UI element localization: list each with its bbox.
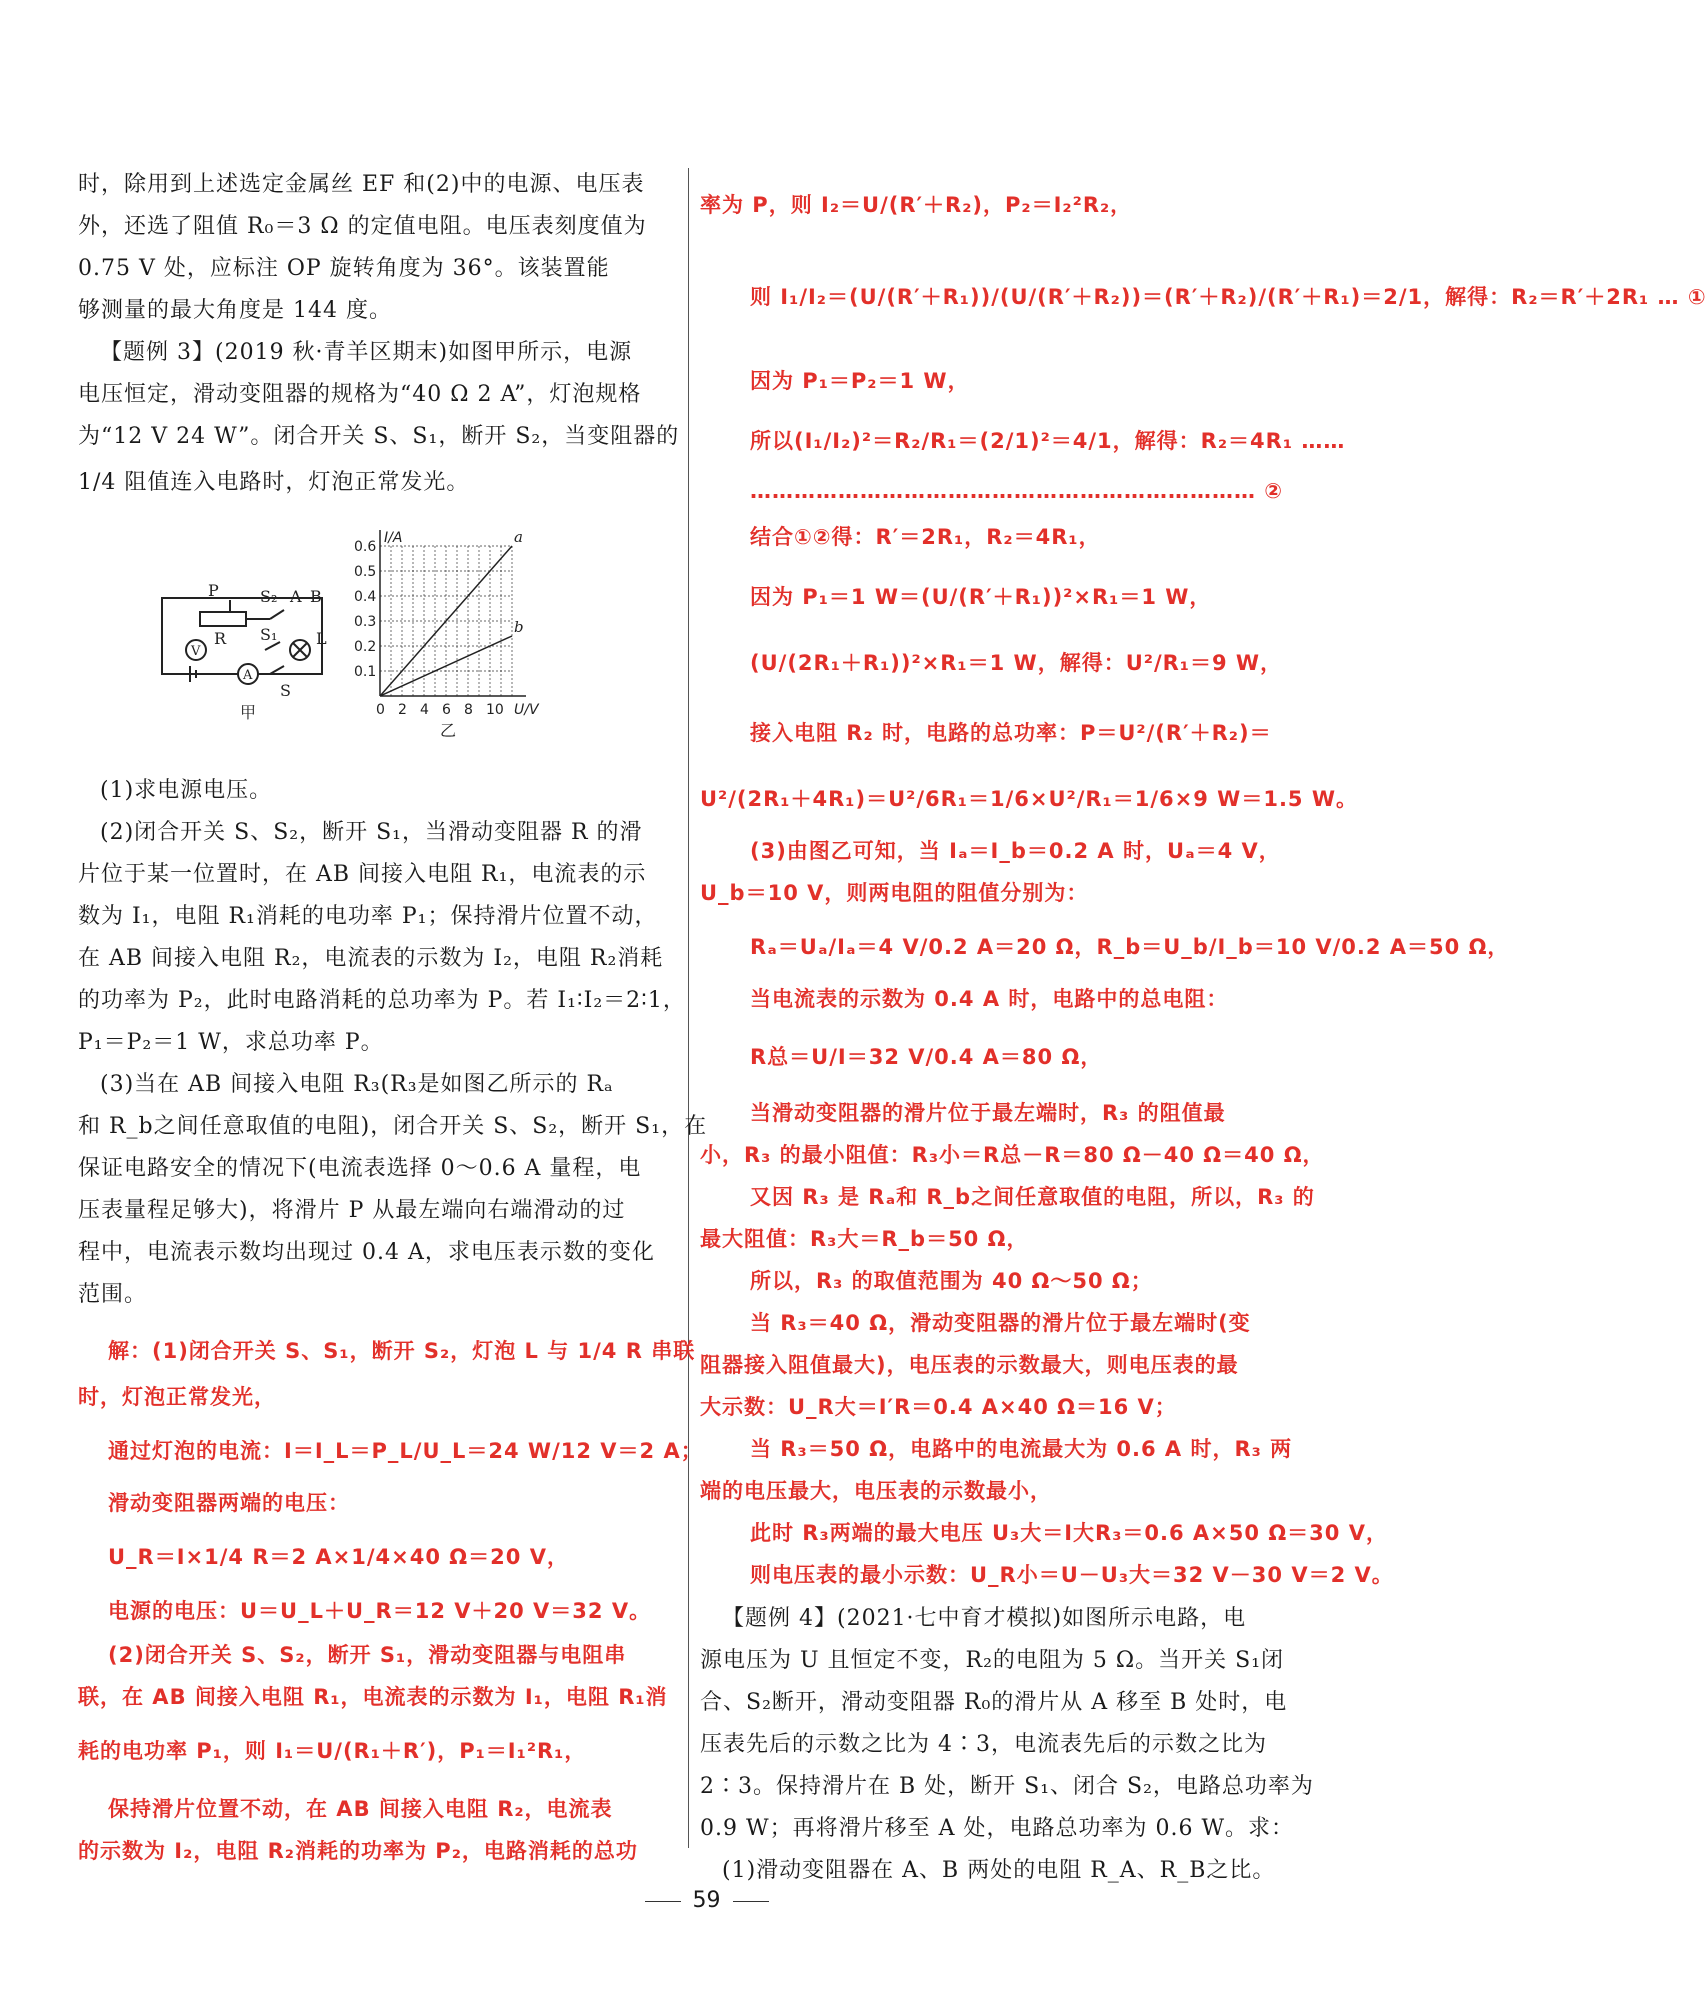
solution-line: 当 R₃＝40 Ω，滑动变阻器的滑片位于最左端时(变: [750, 1311, 1251, 1335]
text-line: 压表先后的示数之比为 4∶3，电流表先后的示数之比为: [700, 1732, 1267, 1757]
solution-line: 则电压表的最小示数：U_R小＝U－U₃大＝32 V－30 V＝2 V。: [750, 1563, 1394, 1587]
text-line: (3)当在 AB 间接入电阻 R₃(R₃是如图乙所示的 Rₐ: [100, 1072, 614, 1097]
x-tick-label: 0: [376, 702, 385, 718]
x-tick-label: 8: [464, 702, 473, 718]
text-line: 够测量的最大角度是 144 度。: [78, 298, 392, 323]
solution-line: 所以(I₁/I₂)²＝R₂/R₁＝(2/1)²＝4/1，解得：R₂＝4R₁ ……: [750, 429, 1346, 453]
y-tick-label: 0.5: [354, 564, 377, 580]
solution-line: U²/(2R₁＋4R₁)＝U²/6R₁＝1/6×U²/R₁＝1/6×9 W＝1.5 W。: [700, 787, 1359, 811]
solution-line: 率为 P，则 I₂＝U/(R′＋R₂)，P₂＝I₂²R₂，: [700, 193, 1133, 217]
solution-line: 此时 R₃两端的最大电压 U₃大＝I大R₃＝0.6 A×50 Ω＝30 V，: [750, 1521, 1388, 1545]
label-V: V: [191, 644, 201, 659]
chart-caption: 乙: [440, 721, 457, 740]
solution-line: 电源的电压：U＝U_L＋U_R＝12 V＋20 V＝32 V。: [108, 1599, 652, 1623]
label-L: L: [316, 629, 327, 648]
y-tick-label: 0.6: [354, 539, 377, 555]
text-line: 外，还选了阻值 R₀＝3 Ω 的定值电阻。电压表刻度值为: [78, 214, 647, 239]
label-P: P: [208, 581, 219, 600]
x-tick-label: 2: [398, 702, 407, 718]
solution-line: 所以，R₃ 的取值范围为 40 Ω～50 Ω；: [750, 1269, 1153, 1293]
text-line: 保证电路安全的情况下(电流表选择 0～0.6 A 量程，电: [78, 1156, 642, 1181]
series-label-b: b: [514, 618, 524, 636]
text-line: 电压恒定，滑动变阻器的规格为“40 Ω 2 A”，灯泡规格: [78, 382, 642, 407]
text-line: 和 R_b之间任意取值的电阻)，闭合开关 S、S₂，断开 S₁，在: [78, 1114, 708, 1139]
text-line: 数为 I₁，电阻 R₁消耗的电功率 P₁；保持滑片位置不动，: [78, 904, 658, 929]
solution-line: 当 R₃＝50 Ω，电路中的电流最大为 0.6 A 时，R₃ 两: [750, 1437, 1293, 1461]
x-axis-label: U/V: [514, 702, 539, 718]
series-label-a: a: [514, 528, 523, 546]
text-line: 0.75 V 处，应标注 OP 旋转角度为 36°。该装置能: [78, 256, 610, 281]
iu-chart: [354, 528, 540, 740]
text-line: (1)求电源电压。: [100, 778, 273, 803]
solution-line: 联，在 AB 间接入电阻 R₁，电流表的示数为 I₁，电阻 R₁消: [78, 1685, 668, 1709]
page-footer: [0, 1888, 1413, 1913]
text-line: (2)闭合开关 S、S₂，断开 S₁，当滑动变阻器 R 的滑: [100, 820, 643, 845]
x-tick-label: 6: [442, 702, 451, 718]
label-Am: A: [243, 668, 253, 683]
text-line: 片位于某一位置时，在 AB 间接入电阻 R₁，电流表的示: [78, 862, 647, 887]
label-S2: S₂: [260, 587, 278, 606]
solution-line: 小，R₃ 的最小阻值：R₃小＝R总－R＝80 Ω－40 Ω＝40 Ω，: [700, 1143, 1325, 1167]
text-line: 程中，电流表示数均出现过 0.4 A，求电压表示数的变化: [78, 1240, 655, 1265]
label-S: S: [280, 681, 291, 700]
page-number: 59: [692, 1888, 721, 1913]
text-line: 合、S₂断开，滑动变阻器 R₀的滑片从 A 移至 B 处时，电: [700, 1690, 1288, 1715]
caption-jia: 甲: [240, 703, 257, 722]
solution-line: 滑动变阻器两端的电压：: [108, 1491, 350, 1515]
solution-line: (2)闭合开关 S、S₂，断开 S₁，滑动变阻器与电阻串: [108, 1643, 627, 1667]
text-line: P₁＝P₂＝1 W，求总功率 P。: [78, 1030, 384, 1055]
x-tick-label: 4: [420, 702, 429, 718]
text-line: 时，除用到上述选定金属丝 EF 和(2)中的电源、电压表: [78, 172, 645, 197]
rheostat-symbol: [200, 612, 246, 626]
text-line: (1)滑动变阻器在 A、B 两处的电阻 R_A、R_B之比。: [722, 1858, 1276, 1883]
switch-s2: [270, 610, 284, 619]
solution-line: 耗的电功率 P₁，则 I₁＝U/(R₁＋R′)，P₁＝I₁²R₁，: [78, 1739, 587, 1763]
y-tick-label: 0.3: [354, 614, 377, 630]
solution-line: (3)由图乙可知，当 Iₐ＝I_b＝0.2 A 时，Uₐ＝4 V，: [750, 839, 1281, 863]
figure-area: [80, 520, 600, 760]
text-line: 在 AB 间接入电阻 R₂，电流表的示数为 I₂，电阻 R₂消耗: [78, 946, 664, 971]
solution-line: 最大阻值：R₃大＝R_b＝50 Ω，: [700, 1227, 1029, 1251]
solution-line: R总＝U/I＝32 V/0.4 A＝80 Ω，: [750, 1045, 1103, 1069]
solution-line: 时，灯泡正常发光，: [78, 1385, 276, 1409]
solution-line: 的示数为 I₂，电阻 R₂消耗的功率为 P₂，电路消耗的总功: [78, 1839, 638, 1863]
solution-line: 阻器接入阻值最大)，电压表的示数最大，则电压表的最: [700, 1353, 1239, 1377]
solution-line: 接入电阻 R₂ 时，电路的总功率：P＝U²/(R′＋R₂)＝: [750, 721, 1272, 745]
solution-line: …………………………………………………………… ②: [750, 479, 1284, 503]
footer-dash-left: [645, 1901, 681, 1902]
solution-line: 通过灯泡的电流：I＝I_L＝P_L/U_L＝24 W/12 V＝2 A；: [108, 1439, 703, 1463]
footer-dash-right: [733, 1901, 769, 1902]
solution-line: 解：(1)闭合开关 S、S₁，断开 S₂，灯泡 L 与 1/4 R 串联: [108, 1339, 696, 1363]
y-axis-label: I/A: [384, 530, 403, 546]
solution-line: U_R＝I×1/4 R＝2 A×1/4×40 Ω＝20 V，: [108, 1545, 569, 1569]
text-line: 2∶3。保持滑片在 B 处，断开 S₁、闭合 S₂，电路总功率为: [700, 1774, 1314, 1799]
text-line: 1/4 阻值连入电路时，灯泡正常发光。: [78, 470, 470, 495]
solution-line: 则 I₁/I₂＝(U/(R′＋R₁))/(U/(R′＋R₂))＝(R′＋R₂)/(R′＋R₁)＝2/1，解得：R₂＝R′＋2R₁ … ①: [750, 285, 1707, 309]
solution-line: 又因 R₃ 是 Rₐ和 R_b之间任意取值的电阻，所以，R₃ 的: [750, 1185, 1315, 1209]
text-line: 的功率为 P₂，此时电路消耗的总功率为 P。若 I₁∶I₂＝2∶1，: [78, 988, 686, 1013]
solution-line: 因为 P₁＝P₂＝1 W，: [750, 369, 970, 393]
solution-line: 因为 P₁＝1 W＝(U/(R′＋R₁))²×R₁＝1 W，: [750, 585, 1212, 609]
text-line: 压表量程足够大)，将滑片 P 从最左端向右端滑动的过: [78, 1198, 626, 1223]
text-line: 【题例 3】(2019 秋·青羊区期末)如图甲所示，电源: [100, 340, 633, 365]
y-tick-label: 0.1: [354, 664, 377, 680]
solution-line: 当电流表的示数为 0.4 A 时，电路中的总电阻：: [750, 987, 1229, 1011]
text-line: 范围。: [78, 1282, 148, 1307]
column-divider: [688, 168, 689, 1848]
text-line: 源电压为 U 且恒定不变，R₂的电阻为 5 Ω。当开关 S₁闭: [700, 1648, 1285, 1673]
x-tick-label: 10: [486, 702, 504, 718]
label-A: A: [290, 587, 302, 606]
solution-line: 保持滑片位置不动，在 AB 间接入电阻 R₂，电流表: [108, 1797, 613, 1821]
solution-line: 当滑动变阻器的滑片位于最左端时，R₃ 的阻值最: [750, 1101, 1226, 1125]
solution-line: 大示数：U_R大＝I′R＝0.4 A×40 Ω＝16 V；: [700, 1395, 1177, 1419]
text-line: 0.9 W；再将滑片移至 A 处，电路总功率为 0.6 W。求：: [700, 1816, 1295, 1841]
text-line: 【题例 4】(2021·七中育才模拟)如图所示电路，电: [722, 1606, 1247, 1631]
solution-line: Rₐ＝Uₐ/Iₐ＝4 V/0.2 A＝20 Ω，R_b＝U_b/I_b＝10 V/0.2 A＝50 Ω，: [750, 935, 1510, 959]
circuit-diagram: [162, 598, 322, 684]
label-R: R: [214, 629, 227, 648]
solution-line: 结合①②得：R′＝2R₁，R₂＝4R₁，: [750, 525, 1101, 549]
solution-line: U_b＝10 V，则两电阻的阻值分别为：: [700, 881, 1089, 905]
solution-line: (U/(2R₁＋R₁))²×R₁＝1 W，解得：U²/R₁＝9 W，: [750, 651, 1283, 675]
circuit-frame: [162, 598, 322, 674]
solution-line: 端的电压最大，电压表的示数最小，: [700, 1479, 1052, 1503]
y-tick-label: 0.2: [354, 639, 377, 655]
label-S1: S₁: [260, 625, 278, 644]
text-line: 为“12 V 24 W”。闭合开关 S、S₁，断开 S₂，当变阻器的: [78, 424, 680, 449]
y-tick-label: 0.4: [354, 589, 377, 605]
switch-s: [270, 666, 284, 674]
label-B: B: [310, 587, 322, 606]
